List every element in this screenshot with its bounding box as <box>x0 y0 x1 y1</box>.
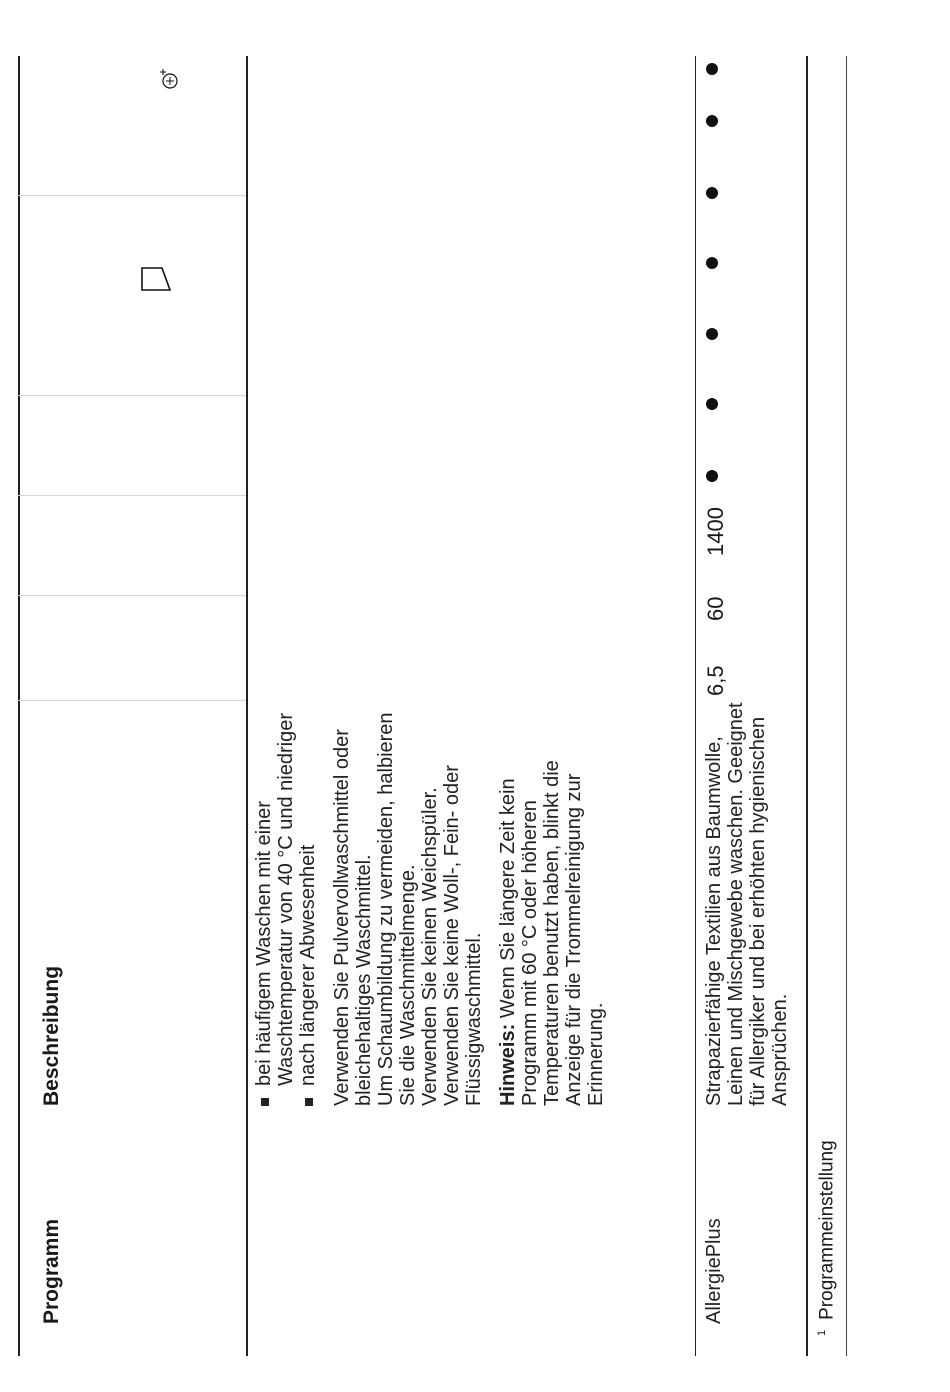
row-description: Strapazierfähige Textilien aus Baumwolle, Leinen und Mischgewebe waschen. Geeignet für Allergiker und bei erhöhten hygienischen Ansprüchen. <box>703 702 791 1106</box>
bullet-icon <box>261 1098 269 1106</box>
list-item: nach längerer Abwesenheit <box>297 686 319 1106</box>
list-item: bei häufigem Waschen mit einer Waschtemperatur von 40 °C und niedriger <box>253 686 297 1106</box>
bullet-icon <box>305 1098 313 1106</box>
header-description: Beschreibung <box>40 965 63 1106</box>
spin-speed: 1400 <box>703 507 728 556</box>
option-dot <box>706 187 718 199</box>
footnote: $^1$Programmeinstellung <box>816 1140 838 1336</box>
row-program-name: AllergiePlus <box>703 1218 725 1324</box>
option-dot <box>706 328 718 340</box>
header-program: Programm <box>40 1218 63 1324</box>
option-dot <box>706 63 718 75</box>
program-table <box>18 56 848 1356</box>
row1-description: bei häufigem Waschen mit einer Waschtemperatur von 40 °C und niedriger nach längerer Abwesenheit Verwenden Sie Pulvervollwaschmittel oder bleichehaltiges Waschmittel. Um Schaumbildung zu vermeiden, halbieren Sie die Waschmittelmenge. Verwenden Sie keinen Weichspüler. Verwenden Sie keine Woll-, Fein- oder Flüssigwaschmittel. Hinweis: Wenn Sie längere Zeit kein Programm mit 60 °C oder höheren Temperaturen benutzt haben, blinkt die Anzeige für die Trommelreinigung zur Erinnerung. <box>253 686 607 1106</box>
max-load: 6,5 <box>703 665 728 696</box>
option-dot <box>706 398 718 410</box>
hint-paragraph: Hinweis: Wenn Sie längere Zeit kein Programm mit 60 °C oder höheren Temperaturen benutzt haben, blinkt die Anzeige für die Trommelreinigung zur Erinnerung. <box>497 760 607 1106</box>
temperature: 60 <box>703 596 728 621</box>
option-dot <box>706 115 718 127</box>
table-top-rule <box>18 56 20 1356</box>
drum-clean-plus-icon <box>154 64 184 94</box>
option-dot <box>706 257 718 269</box>
row-separator <box>695 56 696 1356</box>
option-dot <box>706 470 718 482</box>
detergent-drawer-icon <box>136 264 176 294</box>
header-bottom-rule <box>246 56 248 1356</box>
footnote-rule <box>846 56 847 1356</box>
table-bottom-rule <box>806 56 808 1356</box>
